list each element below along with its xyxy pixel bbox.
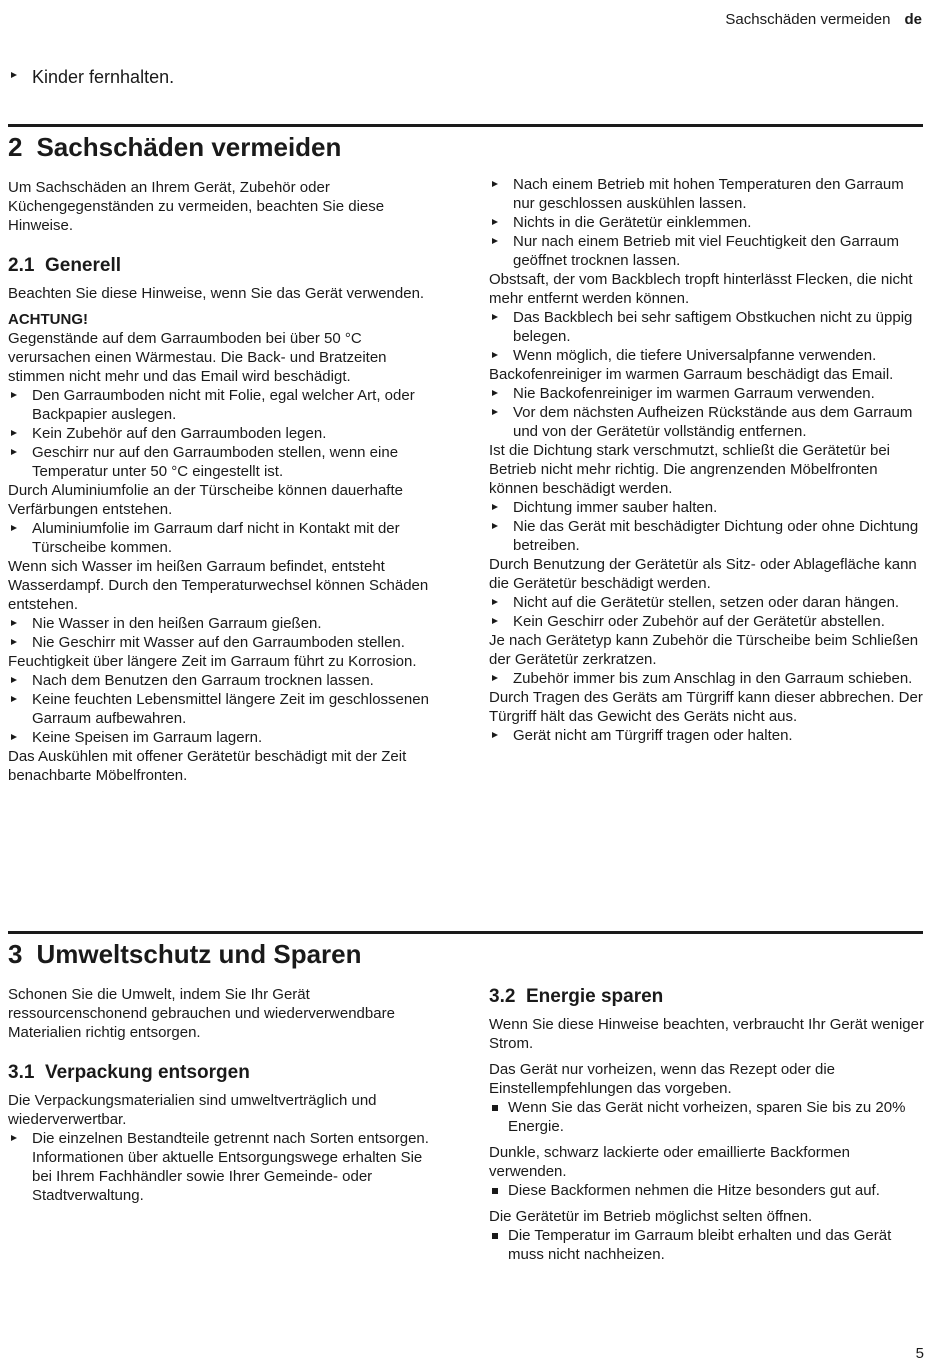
subsection-3-2-title: Energie sparen [525, 986, 664, 1007]
bullet-list [8, 519, 444, 557]
energy-tips [489, 1060, 925, 1264]
list-item: Dichtung immer sauber halten. [489, 498, 925, 517]
subsection-2-1-intro: Beachten Sie diese Hinweise, wenn Sie das Gerät verwenden. [8, 285, 425, 302]
header-language: de [904, 11, 922, 28]
list-item: Die einzelnen Bestandteile getrennt nach Sorten entsorgen. [8, 1129, 444, 1148]
bullet-list [8, 671, 444, 747]
subsection-3-1-heading [8, 1061, 444, 1085]
paragraph: Ist die Dichtung stark verschmutzt, schließt die Gerätetür bei Betrieb nicht mehr richtig. Die angrenzenden Möbelfronten können beschädigt werden. [489, 442, 890, 497]
section-2-left-column [8, 178, 444, 785]
paragraph: Feuchtigkeit über längere Zeit im Garraum führt zu Korrosion. [8, 653, 417, 670]
result-list [489, 1098, 925, 1136]
running-header [725, 10, 922, 29]
list-item: Aluminiumfolie im Garraum darf nicht in Kontakt mit der Türscheibe kommen. [8, 519, 444, 557]
paragraph: Durch Aluminiumfolie an der Türscheibe können dauerhafte Verfärbungen entstehen. [8, 482, 403, 518]
header-title: Sachschäden vermeiden [725, 11, 891, 28]
bullet-list [489, 498, 925, 555]
list-item: Geschirr nur auf den Garraumboden stellen, wenn eine Temperatur unter 50 °C eingestellt ist. [8, 443, 444, 481]
paragraph: Dunkle, schwarz lackierte oder emaillierte Backformen verwenden. [489, 1144, 850, 1180]
list-item: Gerät nicht am Türgriff tragen oder halten. [489, 726, 925, 745]
page-number: 5 [915, 1345, 924, 1362]
section-2-heading [8, 131, 341, 163]
list-item: Zubehör immer bis zum Anschlag in den Garraum schieben. [489, 669, 925, 688]
list-item: Keine Speisen im Garraum lagern. [8, 728, 444, 747]
subsection-3-2-number: 3.2 [489, 986, 516, 1007]
list-item: Kinder fernhalten. [8, 66, 444, 88]
result-list [489, 1181, 925, 1200]
list-item: Nie Backofenreiniger im warmen Garraum verwenden. [489, 384, 925, 403]
list-item: Vor dem nächsten Aufheizen Rückstände aus dem Garraum und von der Gerätetür vollständig entfernen. [489, 403, 925, 441]
list-item: Wenn möglich, die tiefere Universalpfanne verwenden. [489, 346, 925, 365]
paragraph: Je nach Gerätetyp kann Zubehör die Türscheibe beim Schließen der Gerätetür zerkratzen. [489, 632, 919, 668]
result-list [489, 1226, 925, 1264]
section-2-right-column [489, 175, 925, 745]
section-2-number: 2 [8, 132, 23, 162]
subsection-3-2-heading [489, 985, 925, 1009]
section-3-rule [8, 931, 923, 934]
list-item: Das Backblech bei sehr saftigem Obstkuchen nicht zu üppig belegen. [489, 308, 925, 346]
list-item: Die Temperatur im Garraum bleibt erhalten und das Gerät muss nicht nachheizen. [489, 1226, 925, 1264]
section-3-left-column [8, 985, 444, 1205]
warning-label: ACHTUNG! [8, 311, 88, 328]
bullet-list [489, 384, 925, 441]
left-warning-blocks [8, 329, 444, 785]
section-2-rule [8, 124, 923, 127]
list-item: Nie Geschirr mit Wasser auf den Garraumboden stellen. [8, 633, 444, 652]
paragraph: Die Gerätetür im Betrieb möglichst selten öffnen. [489, 1208, 813, 1225]
list-item: Nichts in die Gerätetür einklemmen. [489, 213, 925, 232]
section-2-title: Sachschäden vermeiden [36, 132, 342, 162]
section-3-number: 3 [8, 939, 23, 969]
subsection-2-1-number: 2.1 [8, 255, 35, 276]
paragraph: Das Auskühlen mit offener Gerätetür beschädigt mit der Zeit benachbarte Möbelfronten. [8, 748, 407, 784]
list-item: Keine feuchten Lebensmittel längere Zeit im geschlossenen Garraum aufbewahren. [8, 690, 444, 728]
list-item: Nie Wasser in den heißen Garraum gießen. [8, 614, 444, 633]
section-3-heading [8, 938, 362, 970]
paragraph: Durch Tragen des Geräts am Türgriff kann dieser abbrechen. Der Türgriff hält das Gewicht des Geräts nicht aus. [489, 689, 923, 725]
bullet-list [8, 386, 444, 481]
section-3-right-column [489, 985, 925, 1264]
bullet-list [8, 614, 444, 652]
subsection-3-1-text: Die Verpackungsmaterialien sind umweltverträglich und wiederverwertbar. [8, 1092, 377, 1128]
section-3-title: Umweltschutz und Sparen [36, 939, 362, 969]
paragraph: Obstsaft, der vom Backblech tropft hinterlässt Flecken, die nicht mehr entfernt werden können. [489, 271, 913, 307]
subsection-3-1-title: Verpackung entsorgen [44, 1062, 250, 1083]
list-item: Nicht auf die Gerätetür stellen, setzen oder daran hängen. [489, 593, 925, 612]
paragraph: Durch Benutzung der Gerätetür als Sitz- oder Ablagefläche kann die Gerätetür beschädigt werden. [489, 556, 917, 592]
list-item: Wenn Sie das Gerät nicht vorheizen, sparen Sie bis zu 20% Energie. [489, 1098, 925, 1136]
paragraph: Das Gerät nur vorheizen, wenn das Rezept oder die Einstellempfehlungen das vorgeben. [489, 1061, 836, 1097]
list-item: Nach dem Benutzen den Garraum trocknen lassen. [8, 671, 444, 690]
paragraph: Wenn sich Wasser im heißen Garraum befindet, entsteht Wasserdampf. Durch den Temperaturwechsel können Schäden entstehen. [8, 558, 429, 613]
subsection-2-1-heading [8, 254, 444, 278]
subsection-2-1-title: Generell [44, 255, 122, 276]
list-item: Kein Geschirr oder Zubehör auf der Gerätetür abstellen. [489, 612, 925, 631]
list-item: Nur nach einem Betrieb mit viel Feuchtigkeit den Garraum geöffnet trocknen lassen. [489, 232, 925, 270]
subsection-3-1-number: 3.1 [8, 1062, 35, 1083]
list-item: Nie das Gerät mit beschädigter Dichtung oder ohne Dichtung betreiben. [489, 517, 925, 555]
bullet-list [489, 726, 925, 745]
section-3-intro: Schonen Sie die Umwelt, indem Sie Ihr Gerät ressourcenschonend gebrauchen und wiederverwendbare Materialien richtig entsorgen. [8, 986, 395, 1041]
bullet-list [489, 175, 925, 270]
paragraph: Backofenreiniger im warmen Garraum beschädigt das Email. [489, 366, 894, 383]
section-2-intro: Um Sachschäden an Ihrem Gerät, Zubehör oder Küchengegenständen zu vermeiden, beachten Sie diese Hinweise. [8, 179, 385, 234]
paragraph: Gegenstände auf dem Garraumboden bei über 50 °C verursachen einen Wärmestau. Die Back- und Bratzeiten stimmen nicht mehr und das Email wird beschädigt. [8, 330, 387, 385]
list-item: Den Garraumboden nicht mit Folie, egal welcher Art, oder Backpapier auslegen. [8, 386, 444, 424]
bullet-list [489, 308, 925, 365]
bullet-list [489, 593, 925, 631]
list-item: Diese Backformen nehmen die Hitze besonders gut auf. [489, 1181, 925, 1200]
disposal-note: Informationen über aktuelle Entsorgungswege erhalten Sie bei Ihrem Fachhändler sowie Ihrer Gemeinde- oder Stadtverwaltung. [32, 1149, 423, 1204]
subsection-3-2-intro: Wenn Sie diese Hinweise beachten, verbraucht Ihr Gerät weniger Strom. [489, 1016, 924, 1052]
disposal-list [8, 1129, 444, 1148]
list-item: Nach einem Betrieb mit hohen Temperaturen den Garraum nur geschlossen auskühlen lassen. [489, 175, 925, 213]
bullet-list [489, 669, 925, 688]
list-item: Kein Zubehör auf den Garraumboden legen. [8, 424, 444, 443]
top-bullet-list [8, 66, 444, 88]
